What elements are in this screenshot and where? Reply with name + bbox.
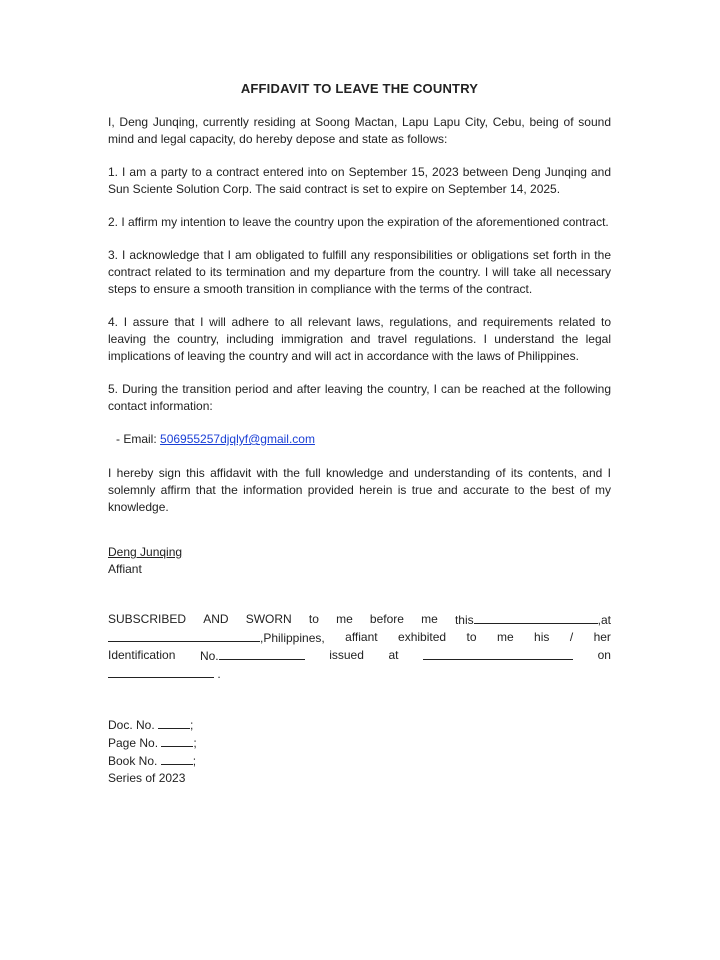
jurat-word: Identification xyxy=(108,648,176,662)
jurat-word: this xyxy=(454,613,474,627)
doc-no-line xyxy=(108,716,611,734)
doc-no-semicolon: ; xyxy=(190,718,194,732)
jurat-word: to xyxy=(308,612,319,626)
affiant-title: Affiant xyxy=(108,562,142,576)
item-4-paragraph: 4. I assure that I will adhere to all relevant laws, regulations, and requirements related to leaving the country, including immigration and travel regulations. I understand the legal implications of leaving the country and will act in accordance with the laws of Philippines. xyxy=(108,315,611,363)
jurat-word: SWORN xyxy=(245,612,292,626)
item-5-paragraph: 5. During the transition period and after leaving the country, I can be reached at the following contact information: xyxy=(108,382,611,413)
jurat-word: No. xyxy=(199,649,219,663)
doc-no-label: Doc. No. xyxy=(108,718,155,732)
series-line: Series of 2023 xyxy=(108,771,186,785)
intro-paragraph: I, Deng Junqing, currently residing at Soong Mactan, Lapu Lapu City, Cebu, being of sound mind and legal capacity, do hereby depose and state as follows: xyxy=(108,115,611,146)
jurat-place-group xyxy=(108,629,325,647)
book-no-blank xyxy=(161,752,193,765)
jurat-line-3 xyxy=(108,647,611,665)
jurat-date-group xyxy=(455,611,611,629)
email-line xyxy=(116,431,611,448)
item-2-paragraph: 2. I affirm my intention to leave the country upon the expiration of the aforementioned contract. xyxy=(108,215,609,229)
jurat-word: . xyxy=(217,667,221,681)
jurat-word: issued xyxy=(329,648,364,662)
date-blank xyxy=(474,611,598,624)
jurat-word: ,at xyxy=(597,613,611,627)
jurat-word: his xyxy=(534,630,550,644)
jurat-word: before xyxy=(369,612,404,626)
page-no-semicolon: ; xyxy=(193,736,197,750)
jurat-id-group xyxy=(200,647,305,665)
jurat-word: me xyxy=(336,612,353,626)
book-no-line xyxy=(108,752,611,770)
jurat-line-2 xyxy=(108,629,611,647)
jurat-word: at xyxy=(388,648,399,662)
item-1-paragraph: 1. I am a party to a contract entered into on September 15, 2023 between Deng Junqing and Sun Sciente Solution Corp. The said contract is set to expire on September 14, 2025. xyxy=(108,165,611,196)
page-no-label: Page No. xyxy=(108,736,159,750)
closing-paragraph: I hereby sign this affidavit with the full knowledge and understanding of its contents, and I solemnly affirm that the information provided herein is true and accurate to the best of my knowledge. xyxy=(108,466,611,514)
jurat-word: on xyxy=(597,648,611,662)
jurat-word: / xyxy=(569,630,574,644)
email-link[interactable]: 506955257djqlyf@gmail.com xyxy=(160,432,315,446)
jurat-line-4 xyxy=(108,665,611,683)
issued-date-blank xyxy=(108,665,214,678)
jurat-block xyxy=(108,611,611,683)
jurat-word: AND xyxy=(203,612,229,626)
issued-place-blank xyxy=(423,647,573,660)
doc-no-blank xyxy=(158,716,190,729)
document-title: AFFIDAVIT TO LEAVE THE COUNTRY xyxy=(240,81,479,96)
affidavit-page xyxy=(108,80,611,787)
email-label: - Email: xyxy=(116,432,161,446)
notarial-register-block xyxy=(108,716,611,787)
jurat-word: ,Philippines, xyxy=(260,631,325,645)
affiant-name: Deng Junqing xyxy=(108,545,183,559)
jurat-word: exhibited xyxy=(398,630,447,644)
jurat-word: me xyxy=(421,612,438,626)
id-number-blank xyxy=(219,647,305,660)
jurat-line-1 xyxy=(108,611,611,629)
jurat-word: me xyxy=(496,630,514,644)
book-no-label: Book No. xyxy=(108,754,158,768)
jurat-word: affiant xyxy=(345,630,378,644)
jurat-word: to xyxy=(466,630,477,644)
item-3-paragraph: 3. I acknowledge that I am obligated to fulfill any responsibilities or obligations set forth in the contract related to its termination and my departure from the country. I will take all necessary steps to ensure a smooth transition in compliance with the terms of the contract. xyxy=(108,248,611,296)
page-no-line xyxy=(108,734,611,752)
jurat-word: SUBSCRIBED xyxy=(108,612,187,626)
jurat-word: her xyxy=(593,630,611,644)
book-no-semicolon: ; xyxy=(192,754,197,768)
place-blank xyxy=(108,629,260,642)
page-no-blank xyxy=(161,734,193,747)
